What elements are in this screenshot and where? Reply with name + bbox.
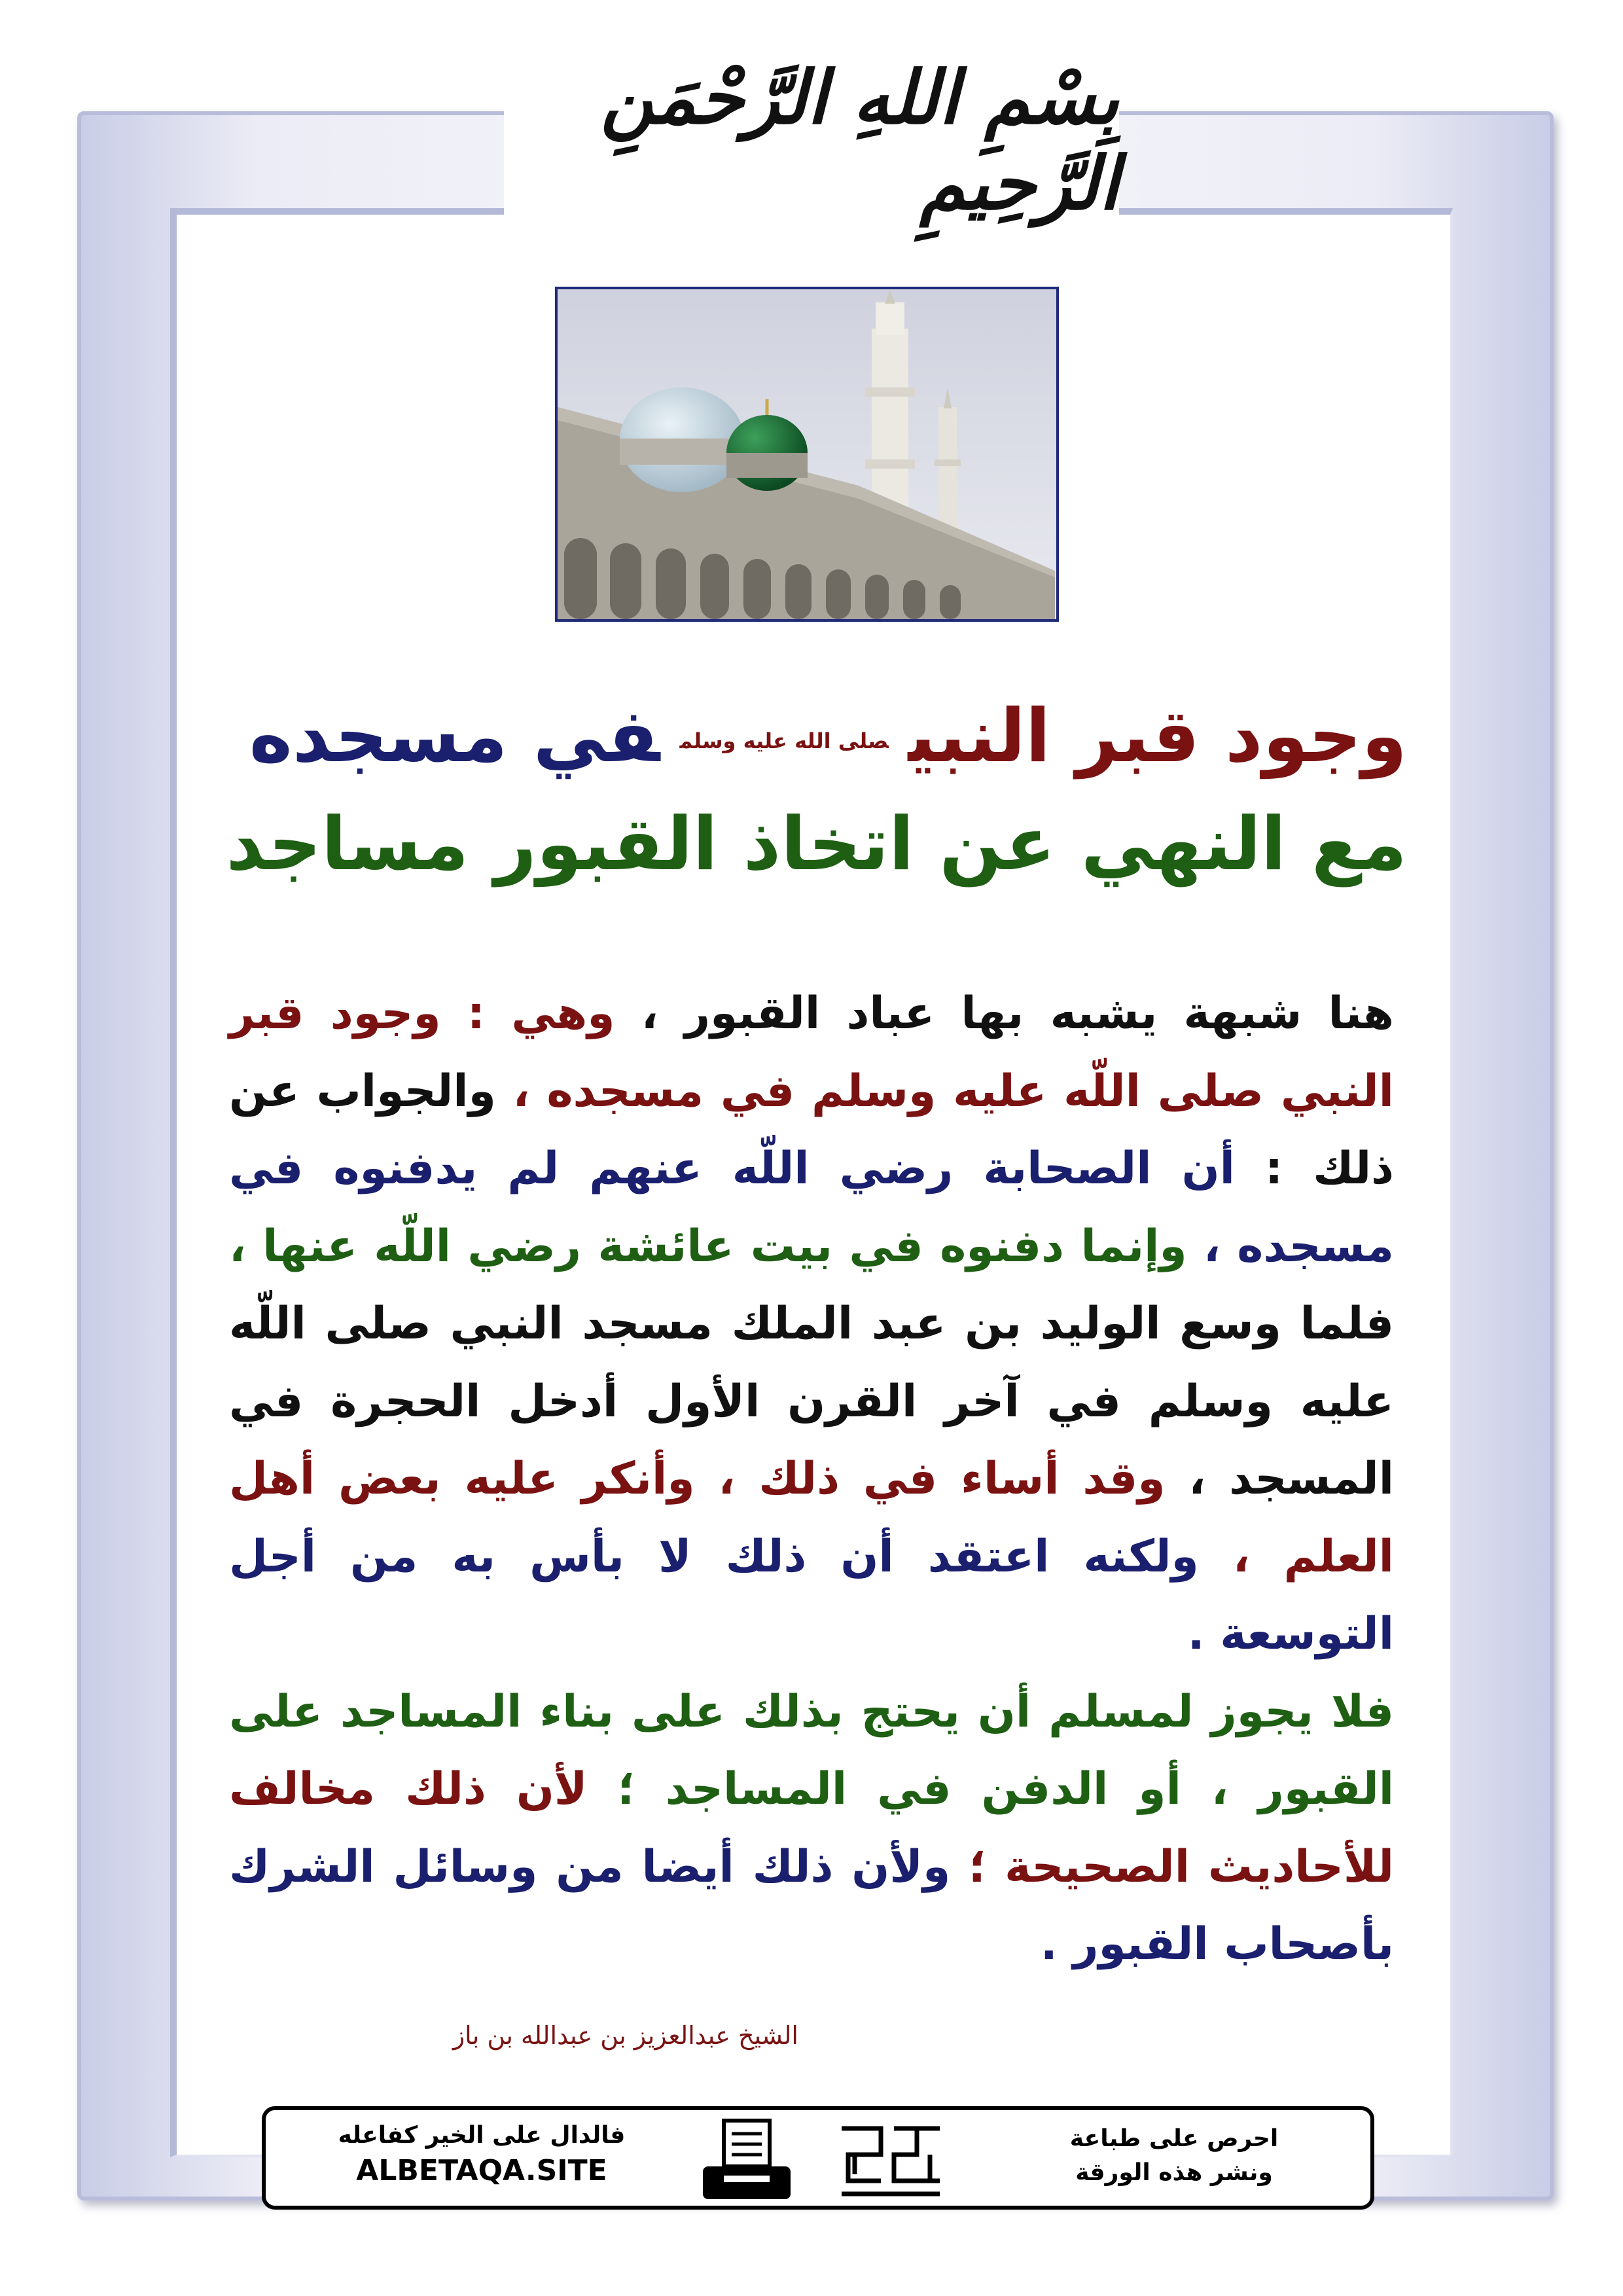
title-part-mosque: في مسجده — [249, 694, 660, 779]
body-sentence: والجواب عن ذلك : — [229, 1065, 1394, 1194]
body-sentence: وهي : وجود قبر النبي صلى اللّه عليه وسلم في مسجده ، — [229, 988, 1394, 1117]
title-line-1 — [249, 694, 1407, 779]
body-sentence: وقد أساء في ذلك ، وأنكر عليه بعض أهل العلم ، — [229, 1453, 1394, 1583]
body-sentence: وإنما دفنوه في بيت عائشة رضي اللّه عنها ، — [229, 1220, 1187, 1272]
article-body — [229, 975, 1394, 1984]
footer-right — [1004, 2122, 1344, 2190]
site-link[interactable]: ALBETAQA.SITE — [356, 2154, 607, 2187]
footer-share-line: ونشر هذه الورقة — [1075, 2159, 1273, 2186]
footer-proverb: فالدال على الخير كفاعله — [338, 2122, 626, 2149]
printer-icon — [698, 2115, 796, 2207]
basmala-calligraphy: بِسْمِ اللهِ الرَّحْمَنِ الرَّحِيمِ — [600, 55, 1119, 226]
body-sentence: فلما وسع الوليد بن عبد الملك مسجد النبي صلى اللّه عليه وسلم في آخر القرن الأول أدخل الحجرة في المسجد ، — [229, 1298, 1395, 1505]
body-sentence: أن الصحابة رضي اللّه عنهم لم يدفنوه في مسجده ، — [229, 1143, 1394, 1272]
dawat-alwaraqa-logo — [835, 2115, 946, 2207]
author-signature: الشيخ عبدالعزيز بن عبدالله بن باز — [452, 2021, 798, 2050]
body-sentence: فلا يجوز لمسلم أن يحتج بذلك على بناء المساجد على القبور ، أو الدفن في المساجد ؛ — [229, 1685, 1394, 1815]
body-sentence: لأن ذلك مخالف للأحاديث الصحيحة ؛ — [229, 1763, 1394, 1893]
body-sentence: ولكنه اعتقد أن ذلك لا بأس به من أجل التوسعة . — [229, 1530, 1394, 1660]
footer-banner — [262, 2106, 1374, 2210]
title-part-grave: وجود قبر النبي — [908, 694, 1407, 779]
mosque-photo — [555, 287, 1059, 622]
honorific: صلى الله عليه وسلم — [679, 728, 889, 754]
body-sentence: هنا شبهة يشبه بها عباد القبور ، — [615, 988, 1394, 1039]
title-line-2: مع النهي عن اتخاذ القبور مساجد — [226, 802, 1407, 887]
body-sentence: ولأن ذلك أيضا من وسائل الشرك بأصحاب القبور . — [229, 1840, 1394, 1970]
mosque-illustration — [558, 289, 1056, 619]
footer-left — [285, 2122, 678, 2187]
basmala-header — [504, 46, 1119, 236]
footer-print-line: احرص على طباعة — [1069, 2125, 1279, 2152]
